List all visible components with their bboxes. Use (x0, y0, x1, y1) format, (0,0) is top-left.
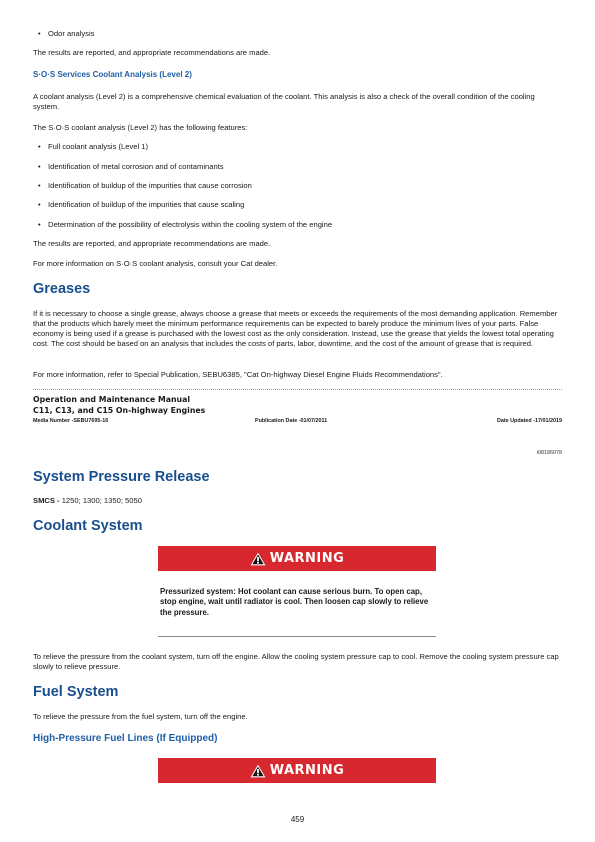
warning-banner (158, 758, 436, 783)
divider (158, 636, 436, 637)
warning-message: Pressurized system: Hot coolant can cause serious burn. To open cap, stop engine, wait until radiator is cool. Then loosen cap slowly to relieve the pressure. (160, 587, 429, 617)
engine-models: C11, C13, and C15 On-highway Engines (33, 406, 206, 415)
manual-title: Operation and Maintenance Manual (33, 395, 191, 404)
list-item-text: Odor analysis (48, 29, 95, 38)
warning-triangle-icon (250, 552, 266, 566)
smcs-line (33, 496, 142, 506)
page-number: 459 (290, 815, 305, 824)
publication-date: Publication Date -01/07/2011 (255, 418, 328, 424)
warning-triangle-icon (250, 764, 266, 778)
bullet-icon: • (38, 162, 41, 171)
media-number: Media Number -SEBU7695-16 (33, 418, 109, 424)
date-updated: Date Updated -17/01/2019 (496, 418, 562, 424)
list-item: • Identification of buildup of the impurities that cause scaling (38, 200, 245, 209)
list-item: • Determination of the possibility of electrolysis within the cooling system of the engine (38, 220, 333, 229)
paragraph: The S·O·S coolant analysis (Level 2) has the following features: (33, 123, 248, 132)
bullet-icon: • (38, 181, 41, 190)
paragraph: To relieve the pressure from the coolant system, turn off the engine. Allow the cooling system pressure cap to cool. Remove the cooling system pressure cap slowly to relieve pressure. (33, 652, 559, 671)
section-heading: Coolant System (33, 518, 143, 534)
paragraph: If it is necessary to choose a single grease, always choose a grease that meets or exceeds the requirements of the most demanding application. Remember that the products which barely meet the minimum performance requirements can be expected to barely produce the minimum lives of your parts. False economy is being used if a grease is purchased with the lowest cost as the only consideration. Instead, use the grease that yields the lowest total operating cost. The cost should be based on an analysis that includes the costs of parts, labor, downtime, and the cost of the amount of grease that is required. (33, 309, 558, 348)
list-item: • Identification of buildup of the impurities that cause corrosion (38, 181, 252, 190)
list-item (38, 29, 95, 39)
section-subheading: S·O·S Services Coolant Analysis (Level 2) (33, 70, 192, 79)
smcs-label: SMCS - (33, 496, 60, 505)
paragraph: To relieve the pressure from the fuel system, turn off the engine. (33, 712, 248, 721)
section-heading: Greases (33, 281, 91, 297)
smcs-codes: 1250; 1300; 1350; 5050 (61, 496, 142, 505)
paragraph: The results are reported, and appropriate recommendations are made. (33, 239, 271, 248)
page-title: System Pressure Release (33, 469, 210, 485)
warning-label: WARNING (269, 551, 345, 566)
paragraph: For more information, refer to Special Publication, SEBU6385, "Cat On-highway Diesel Engine Fluids Recommendations". (33, 370, 443, 379)
paragraph: For more information on S·O·S coolant analysis, consult your Cat dealer. (33, 259, 278, 268)
list-item: • Full coolant analysis (Level 1) (38, 142, 149, 151)
paragraph: The results are reported, and appropriate recommendations are made. (33, 48, 271, 57)
divider (33, 389, 562, 390)
document-id: i08186078 (536, 450, 562, 456)
warning-label: WARNING (269, 763, 345, 778)
paragraph: A coolant analysis (Level 2) is a comprehensive chemical evaluation of the coolant. This analysis is also a check of the overall condition of the cooling system. (33, 92, 535, 111)
warning-banner (158, 546, 436, 571)
bullet-icon: • (38, 29, 41, 38)
section-subheading: High-Pressure Fuel Lines (If Equipped) (33, 733, 218, 744)
bullet-icon: • (38, 200, 41, 209)
bullet-icon: • (38, 220, 41, 229)
bullet-icon: • (38, 142, 41, 151)
section-heading: Fuel System (33, 684, 119, 700)
list-item: • Identification of metal corrosion and of contaminants (38, 162, 224, 171)
